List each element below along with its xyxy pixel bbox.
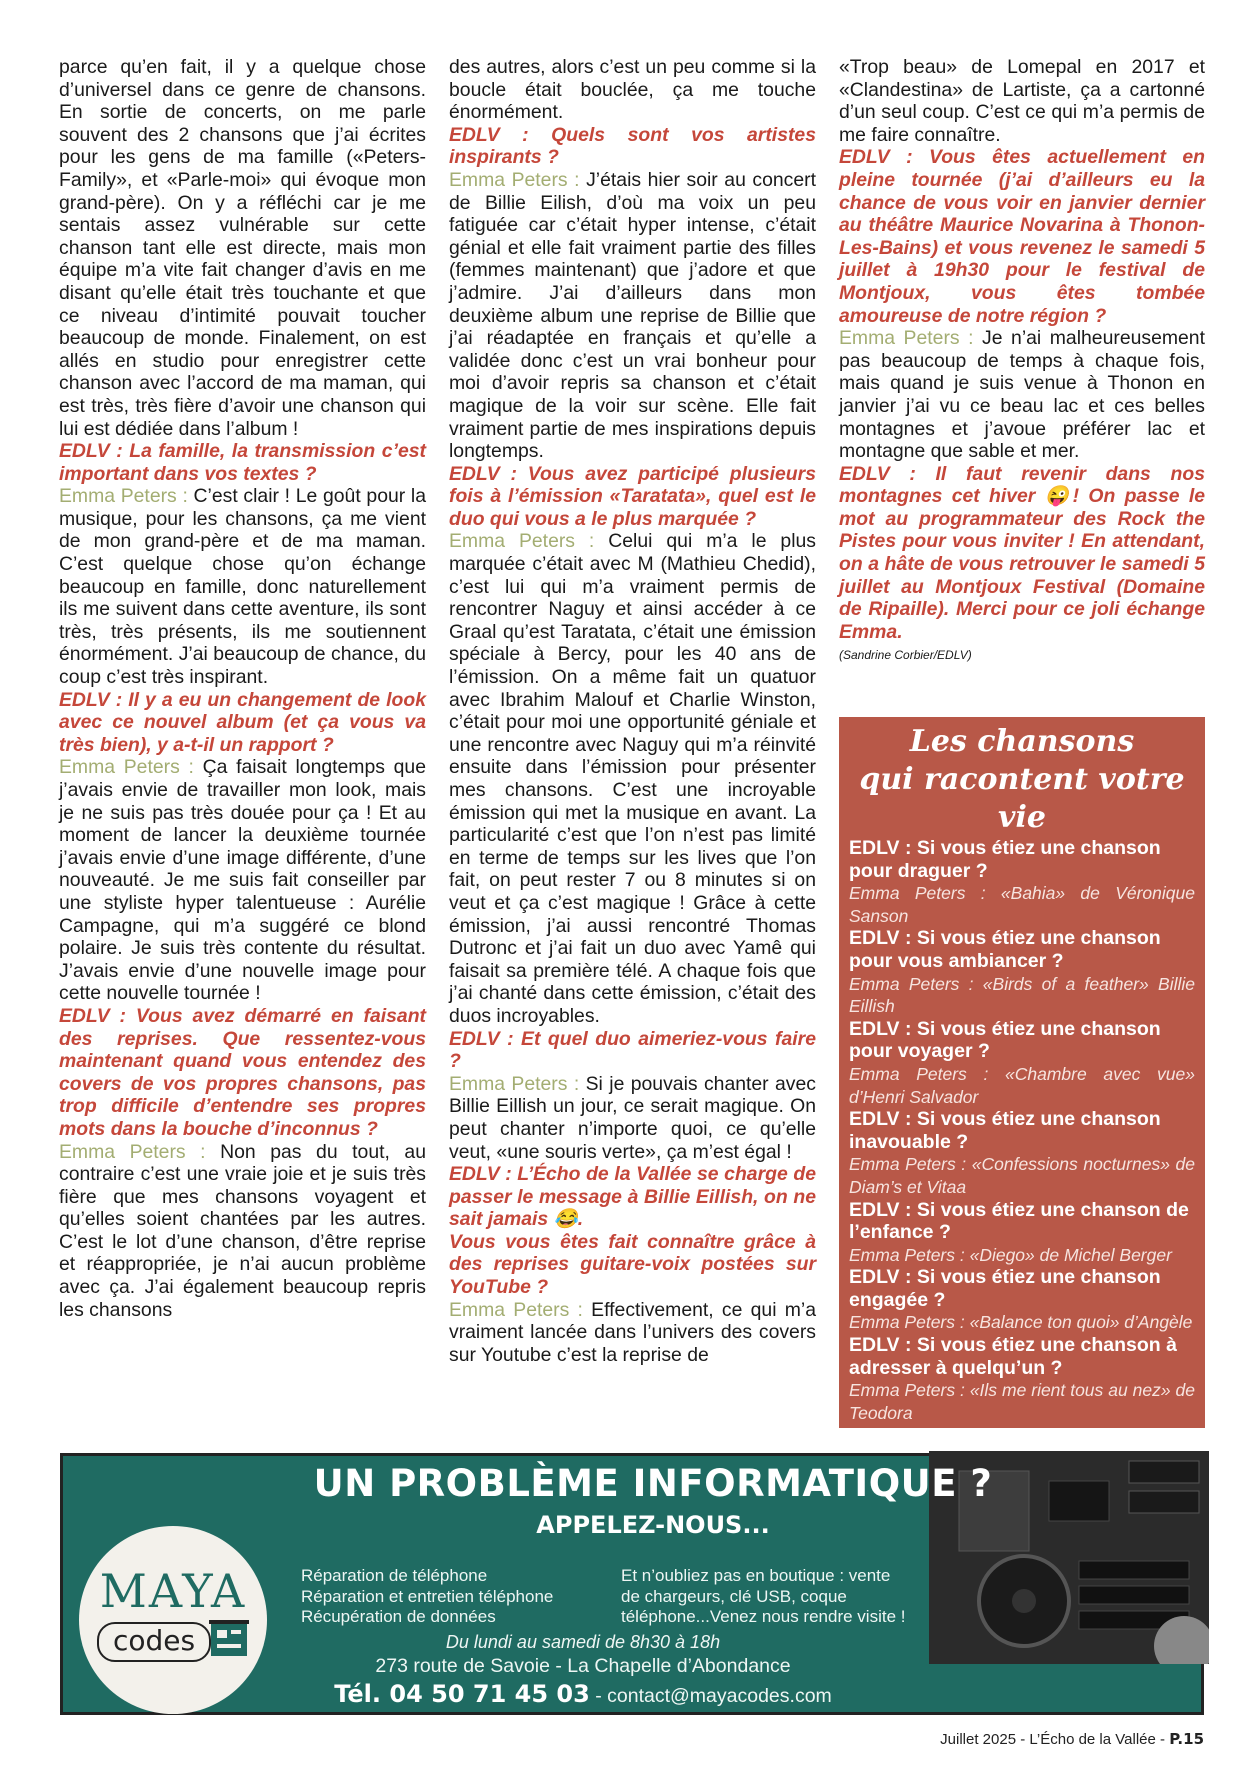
interview-question: EDLV : Et quel duo aimeriez-vous faire ? [449,1027,816,1073]
shop-note: Et n’oubliez pas en boutique : vente de chargeurs, clé USB, coque téléphone...Venez nous rendre visite ! [621,1566,906,1626]
interview-answer [59,1141,426,1322]
service-item: Réparation de téléphone [301,1566,488,1585]
interview-question: Vous vous êtes fait connaître grâce à des reprises guitare-voix postées sur YouTube ? [449,1230,816,1299]
songs-sidebar [839,717,1205,1428]
speaker-label: Emma Peters : [449,1298,583,1321]
phone-number[interactable]: Tél. 04 50 71 45 03 [334,1680,590,1708]
logo-maya-text: MAYA [99,1564,247,1618]
sidebar-title-line-2: qui racontent votre vie [859,762,1185,835]
speaker-label: Emma Peters : [839,327,974,350]
paragraph: des autres, alors c’est un peu comme si la boucle était bouclée, ça me touche énormément. [449,56,816,124]
answer-text: C’est clair ! Le goût pour la musique, pour les chansons, ça me vient de mon grand-père et de ma maman. C’est quelque chose qu’on échange beaucoup en famille, donc naturellement ils me suivent dans cette aventure, ils sont très, très présents, ils me soutiennent énormément. J’ai beaucoup de chance, du coup c’est très inspirant. [59,485,426,689]
footer-text: Juillet 2025 - L’Écho de la Vallée - [940,1731,1170,1748]
sidebar-question: EDLV : Si vous étiez une chanson de l’enfance ? [849,1198,1189,1244]
interview-question: EDLV : Vous avez démarré en faisant des reprises. Que ressentez-vous maintenant quand vous entendez des covers de vos propres chansons, pas trop difficile d’entendre ses propres mots dans la bouche d’inconnus ? [59,1004,426,1140]
article-column-1 [59,56,426,1321]
speaker-label: Emma Peters : [59,485,188,508]
interview-question: EDLV : Quels sont vos artistes inspirants ? [449,123,816,169]
sidebar-items [849,837,1195,1424]
interview-question: EDLV : Vous avez participé plusieurs fois à l’émission «Taratata», quel est le duo qui vous a le plus marquée ? [449,462,816,530]
author-credit: (Sandrine Corbier/EDLV) [839,648,972,663]
sidebar-question: EDLV : Si vous étiez une chanson engagée ? [849,1266,1161,1311]
interview-question: EDLV : Il y a eu un changement de look avec ce nouvel album (et ça vous va très bien), y a-t-il un rapport ? [59,688,426,756]
maya-codes-logo [79,1526,267,1714]
services-list [301,1566,581,1628]
speaker-label: Emma Peters : [449,168,580,191]
email-link[interactable]: contact@mayacodes.com [607,1685,832,1707]
logo-codes-text: codes [97,1622,211,1662]
page-footer [940,1730,1204,1748]
interview-answer [59,756,426,1005]
opening-hours: Du lundi au samedi de 8h30 à 18h [445,1632,721,1652]
sidebar-answer: Emma Peters : «Balance ton quoi» d’Angèle [849,1312,1193,1333]
answer-text: J’étais hier soir au concert de Billie Eilish, d’où ma voix un peu fatiguée car c’était hyper intense, c’était génial et elle fait vraiment partie des filles (femmes maintenant) que j’adore et que j’admire. J’ai d’ailleurs dans mon deuxième album une reprise de Billie que j’ai réadaptée en français et qu’elle a validée donc c’est un vrai bonheur pour moi d’avoir repris sa chanson et c’était magique de la voir sur scène. Elle fait vraiment partie de mes inspirations depuis longtemps. [449,168,816,463]
sidebar-question: EDLV : Si vous étiez une chanson à adresser à quelqu’un ? [849,1334,1177,1379]
ad-title: UN PROBLÈME INFORMATIQUE ? [313,1462,993,1505]
interview-answer [449,530,816,1027]
answer-text: Je n’ai malheureusement pas beaucoup de temps à chaque fois, mais quand je suis venue à Thonon en janvier j’ai vu ce beau lac et ces belles montagnes et j’avoue préférer lac et montagne que sable et mer. [839,327,1205,463]
interview-question: EDLV : L’Écho de la Vallée se charge de passer le message à Billie Eillish, on ne sait jamais 😂. [449,1163,816,1231]
interview-answer [449,169,816,463]
paragraph: «Trop beau» de Lomepal en 2017 et «Clandestina» de Lartiste, ça a cartonné d’un seul coup. C’est ce qui m’a permis de me faire connaître. [839,56,1205,146]
sidebar-title [849,717,1195,837]
sidebar-answer: Emma Peters : «Diego» de Michel Berger [849,1244,1172,1265]
answer-text: Celui qui m’a le plus marquée c’était avec M (Mathieu Chedid), c’est lui qui m’a vraiment permis de rencontrer Naguy et ainsi accéder à ce Graal qu’est Taratata, c’était une émission spéciale à Bercy, pour les 40 ans de l’émission. On a même fait un quatuor avec Ibrahim Malouf et Charlie Winston, c’était pour moi une opportunité géniale et une rencontre avec Naguy qui m’a réinvité ensuite dans l’émission pour présenter mes chansons. C’est une incroyable émission qui met la musique en avant. La particularité c’est que l’on n’est pas limité en terme de temps sur les lives que l’on fait, on peut rester 7 ou 8 minutes si on veut et ça c’est magique ! Grâce à cette émission, j’ai aussi rencontré Thomas Dutronc et j’ai fait un duo avec Yamê qui faisait sa première télé. A chaque fois que j’ai chanté dans cette émission, c’était des duos incroyables. [449,530,816,1027]
speaker-label: Emma Peters : [59,756,194,779]
speaker-label: Emma Peters : [449,1072,580,1095]
page-number: P.15 [1169,1730,1204,1748]
interview-answer [839,327,1205,463]
shop-address: 273 route de Savoie - La Chapelle d’Abondance [375,1655,791,1677]
sidebar-question: EDLV : Si vous étiez une chanson inavouable ? [849,1108,1161,1153]
interview-question: EDLV : Il faut revenir dans nos montagnes cet hiver 😜! On passe le mot au programmateur des Rock the Pistes pour vous inviter ! En attendant, on a hâte de vous retrouver le samedi 5 juillet au Montjoux Festival (Domaine de Ripaille). Merci pour ce joli échange Emma. [839,462,1205,643]
answer-text: Non pas du tout, au contraire c’est une vraie joie et je suis très fière que mes chansons voyagent et qu’elles soient chantées par les autres. C’est le lot d’une chanson, d’être reprise et réappropriée, je n’ai aucun problème avec ça. J’ai également beaucoup repris les chansons [59,1140,427,1321]
contact-separator: - [589,1685,608,1707]
paragraph: parce qu’en fait, il y a quelque chose d’universel dans ce genre de chansons. En sortie de concerts, on me parle souvent des 2 chansons que j’ai écrites pour les gens de ma famille («Peters-Family», et «Parle-moi» qui évoque mon grand-père). On y a réfléchi car je me sentais assez vulnérable sur cette chanson tant elle est directe, mais mon équipe m’a vite fait changer d’avis en me disant qu’elle était très touchante et que ce niveau d’intimité pouvait toucher beaucoup de monde. Finalement, on est allés en studio pour enregistrer cette chanson avec l’accord de ma maman, qui est très, très fière d’avoir une chanson qui lui est dédiée dans l’album ! [59,56,426,440]
speaker-label: Emma Peters : [449,530,595,553]
service-item: Réparation et entretien téléphone [301,1586,554,1606]
sidebar-title-line-1: Les chansons [909,724,1135,759]
answer-text: Effectivement, ce qui m’a vraiment lancée dans l’univers des covers sur Youtube c’est la reprise de [449,1298,816,1366]
article-column-2 [449,56,816,1366]
mayan-head-icon [207,1618,251,1662]
interview-question: EDLV : La famille, la transmission c’est important dans vos textes ? [59,440,426,485]
answer-text: Ça faisait longtemps que j’avais envie de travailler mon look, mais je ne suis pas très douée pour ça ! Et au moment de lancer la deuxième tournée j’avais envie d’une image différente, d’une nouveauté. Je me suis fait conseiller par une styliste hyper talentueuse : Aurélie Campagne, qui m’a suggéré ce blond polaire. Je suis très contente du résultat. J’avais envie d’une nouvelle image pour cette nouvelle tournée ! [59,756,427,1005]
interview-answer [449,1299,816,1367]
article-column-3 [839,56,1205,663]
answer-text: Si je pouvais chanter avec Billie Eillish un jour, ce serait magique. On peut chanter n’importe quoi, ce qu’elle veut, «une souris verte», ça m’est égal ! [449,1072,816,1163]
interview-question: EDLV : Vous êtes actuellement en pleine tournée (j’ai d’ailleurs eu la chance de vous voir en janvier dernier au théâtre Maurice Novarina à Thonon-Les-Bains) et vous revenez le samedi 5 juillet à 19h30 pour le festival de Montjoux, vous êtes tombée amoureuse de notre région ? [839,146,1205,327]
service-item: Récupération de données [301,1607,496,1626]
sidebar-question: EDLV : Si vous étiez une chanson pour draguer ? [849,837,1161,882]
interview-answer [59,485,426,688]
sidebar-answer: Emma Peters : «Chambre avec vue» d’Henri Salvador [849,1063,1195,1107]
sidebar-answer: Emma Peters : «Bahia» de Véronique Sanson [849,883,1195,926]
contact-line [303,1678,863,1712]
sidebar-answer: Emma Peters : «Birds of a feather» Billie Eillish [849,973,1195,1017]
ad-subtitle: APPELEZ-NOUS... [536,1511,770,1539]
sidebar-answer: Emma Peters : «Confessions nocturnes» de Diam’s et Vitaa [849,1154,1195,1197]
sidebar-question: EDLV : Si vous étiez une chanson pour voyager ? [849,1017,1161,1063]
speaker-label: Emma Peters : [59,1140,206,1163]
maya-codes-ad [60,1453,1204,1715]
interview-answer [449,1073,816,1163]
sidebar-answer: Emma Peters : «Ils me rient tous au nez» de Teodora [849,1380,1195,1423]
sidebar-question: EDLV : Si vous étiez une chanson pour vous ambiancer ? [849,927,1161,972]
